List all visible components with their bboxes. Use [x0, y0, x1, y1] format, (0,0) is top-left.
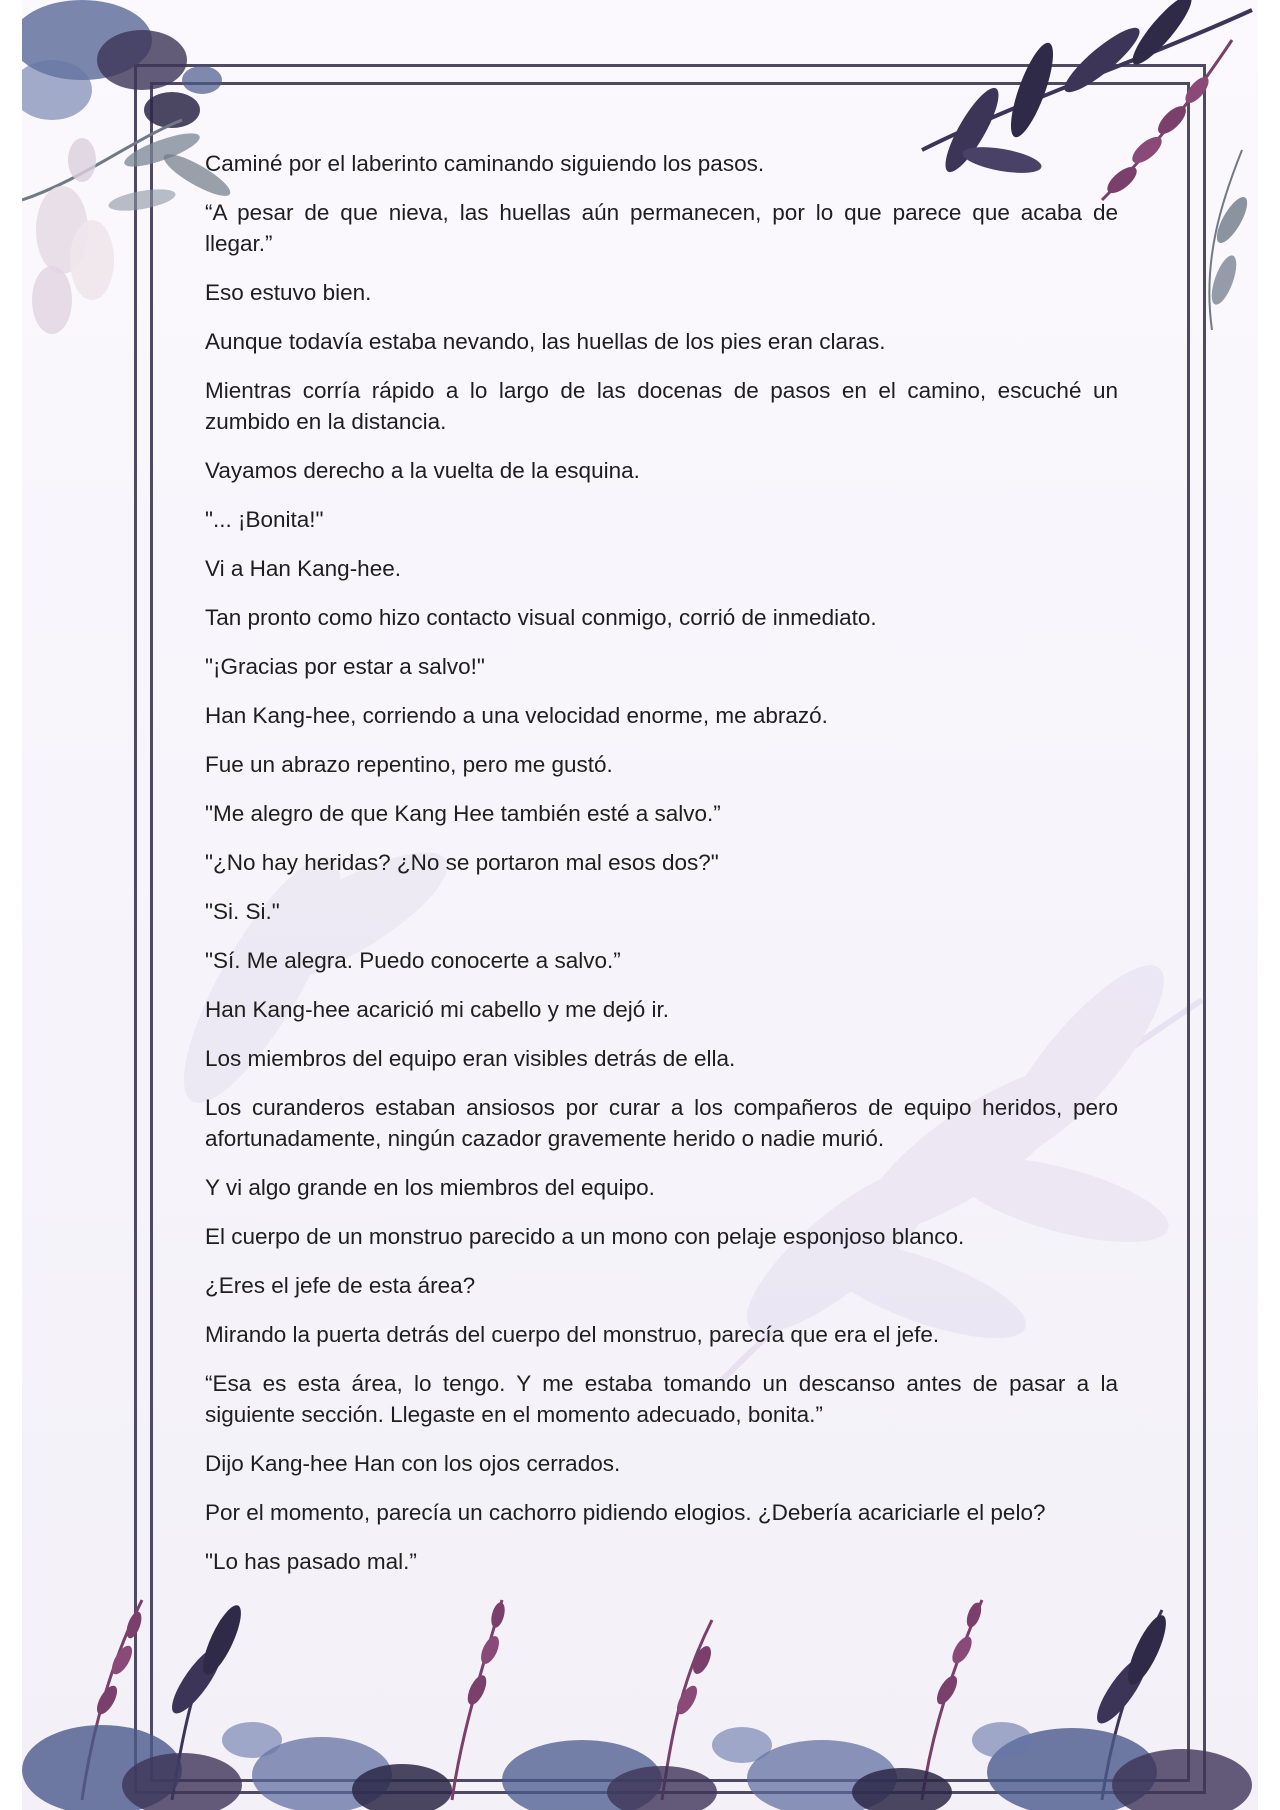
- paragraph: Tan pronto como hizo contacto visual conmigo, corrió de inmediato.: [205, 605, 877, 630]
- paragraph: Han Kang-hee, corriendo a una velocidad enorme, me abrazó.: [205, 703, 828, 728]
- paragraph: "¡Gracias por estar a salvo!": [205, 654, 485, 679]
- paragraph: "Lo has pasado mal.”: [205, 1549, 417, 1574]
- paragraph: "Sí. Me alegra. Puedo conocerte a salvo.”: [205, 948, 621, 973]
- paragraph: Caminé por el laberinto caminando siguiendo los pasos.: [205, 151, 765, 176]
- document-body: [205, 148, 1118, 1595]
- paragraph: “A pesar de que nieva, las huellas aún permanecen, por lo que parece que acaba de llegar.”: [205, 200, 1118, 256]
- paragraph: Fue un abrazo repentino, pero me gustó.: [205, 752, 613, 777]
- paragraph: "¿No hay heridas? ¿No se portaron mal esos dos?": [205, 850, 719, 875]
- paragraph: Aunque todavía estaba nevando, las huellas de los pies eran claras.: [205, 329, 886, 354]
- paragraph: "Si. Si.": [205, 899, 280, 924]
- paragraph: Por el momento, parecía un cachorro pidiendo elogios. ¿Debería acariciarle el pelo?: [205, 1500, 1046, 1525]
- paragraph: Y vi algo grande en los miembros del equipo.: [205, 1175, 655, 1200]
- paragraph: Dijo Kang-hee Han con los ojos cerrados.: [205, 1451, 621, 1476]
- paragraph: Vi a Han Kang-hee.: [205, 556, 401, 581]
- paragraph: Han Kang-hee acarició mi cabello y me dejó ir.: [205, 997, 669, 1022]
- paragraph: "Me alegro de que Kang Hee también esté a salvo.”: [205, 801, 721, 826]
- paragraph: Los miembros del equipo eran visibles detrás de ella.: [205, 1046, 736, 1071]
- paragraph: ¿Eres el jefe de esta área?: [205, 1273, 476, 1298]
- page: [22, 0, 1258, 1810]
- paragraph: Eso estuvo bien.: [205, 280, 372, 305]
- paragraph: "... ¡Bonita!": [205, 507, 324, 532]
- paragraph: “Esa es esta área, lo tengo. Y me estaba tomando un descanso antes de pasar a la siguiente sección. Llegaste en el momento adecuado, bonita.”: [205, 1371, 1118, 1427]
- paragraph: El cuerpo de un monstruo parecido a un mono con pelaje esponjoso blanco.: [205, 1224, 965, 1249]
- paragraph: Los curanderos estaban ansiosos por curar a los compañeros de equipo heridos, pero afortunadamente, ningún cazador gravemente herido o nadie murió.: [205, 1095, 1118, 1151]
- paragraph: Vayamos derecho a la vuelta de la esquina.: [205, 458, 640, 483]
- paragraph: Mientras corría rápido a lo largo de las docenas de pasos en el camino, escuché un zumbido en la distancia.: [205, 378, 1118, 434]
- paragraph: Mirando la puerta detrás del cuerpo del monstruo, parecía que era el jefe.: [205, 1322, 940, 1347]
